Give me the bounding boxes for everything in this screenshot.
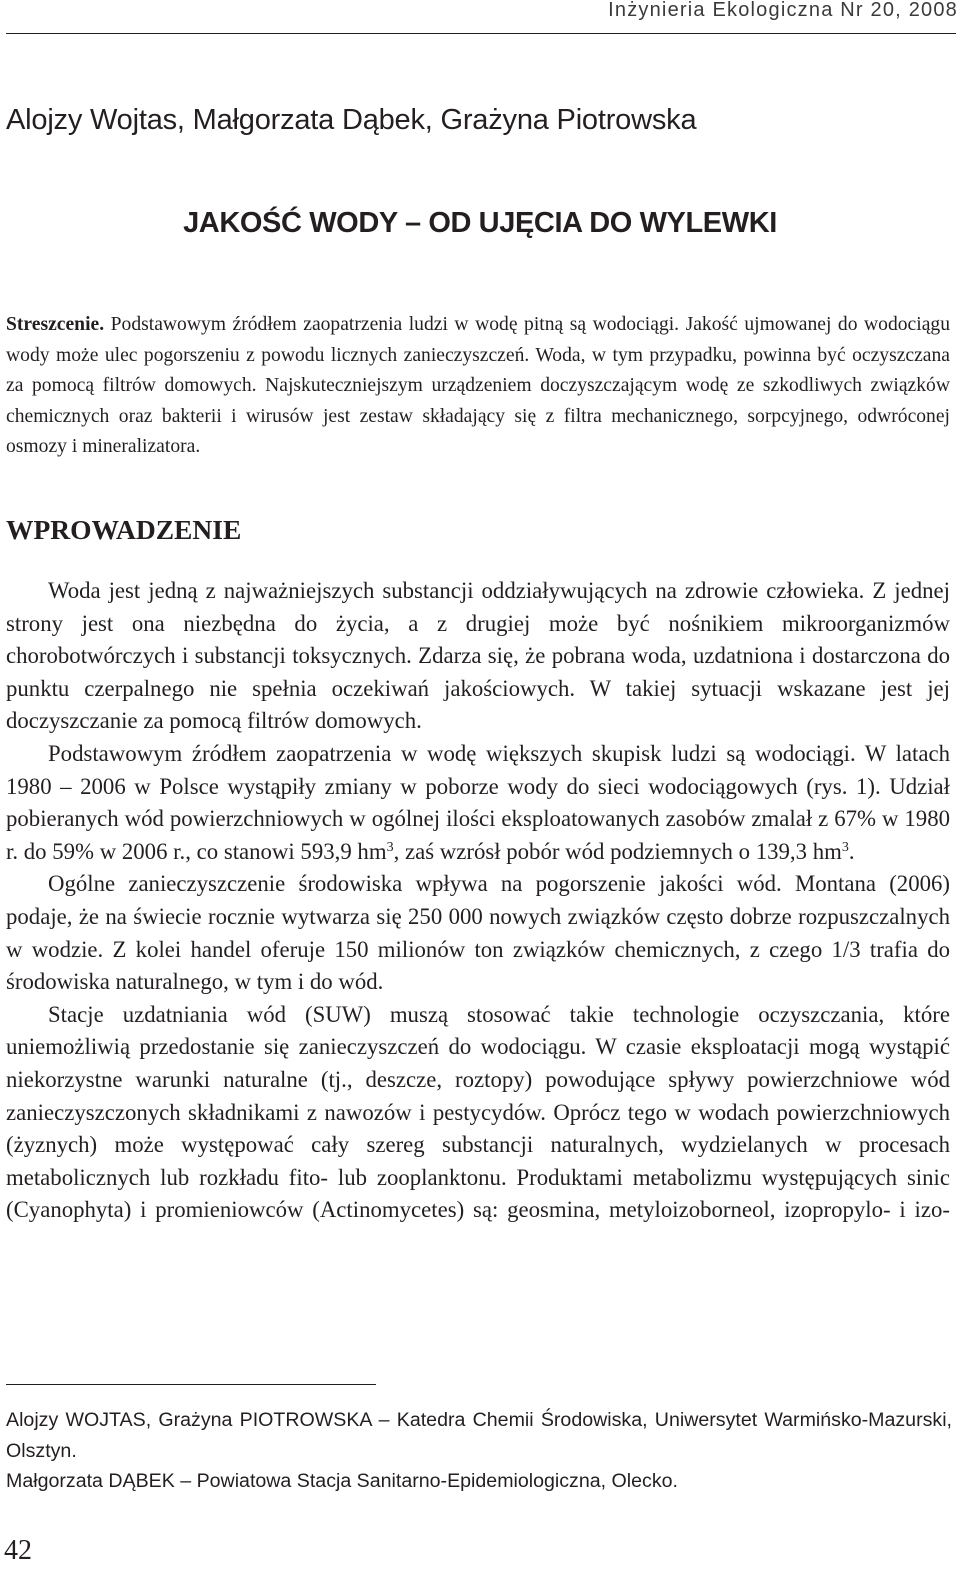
footnote-divider (6, 1384, 376, 1385)
header-divider (6, 33, 956, 34)
paragraph-text: . (848, 838, 855, 864)
superscript: 3 (386, 839, 394, 855)
running-header: Inżynieria Ekologiczna Nr 20, 2008 (608, 0, 958, 21)
abstract-label: Streszcenie. (6, 314, 105, 335)
paragraph-text: , zaś wzrósł pobór wód podziemnych o 139,3 hm (393, 838, 842, 864)
paragraph: Woda jest jedną z najważniejszych substancji oddziaływujących na zdrowie człowieka. Z jednej strony jest ona niezbędna do życia, a z drugiej może być nośnikiem mikroorganizmów chorobotwórczych i substancji toksycznych. Zdarza się, że pobrana woda, uzdatniona i dostarczona do punktu czerpalnego nie spełnia oczekiwań jakościowych. W takiej sytuacji wskazane jest jej doczyszczanie za pomocą filtrów domowych. (6, 578, 950, 734)
abstract-text: Podstawowym źródłem zaopatrzenia ludzi w wodę pitną są wodociągi. Jakość ujmowanej do wodociągu wody może ulec pogorszeniu z powodu licznych zanieczyszczeń. Woda, w tym przypadku, powinna być oczyszczana za pomocą filtrów domowych. Najskuteczniejszym urządzeniem doczyszczającym wodę ze szkodliwych związków chemicznych oraz bakterii i wirusów jest zestaw składający się z filtra mechanicznego, sorpcyjnego, odwróconej osmozy i mineralizatora. (6, 314, 950, 458)
article-title: JAKOŚĆ WODY – OD UJĘCIA DO WYLEWKI (183, 207, 777, 239)
section-heading-introduction: WPROWADZENIE (6, 514, 242, 545)
paragraph (6, 738, 950, 868)
footnote-affiliation: Małgorzata DĄBEK – Powiatowa Stacja Sanitarno-Epidemiologiczna, Olecko. (6, 1470, 678, 1492)
footnotes (6, 1405, 952, 1497)
paragraph: Ogólne zanieczyszczenie środowiska wpływa na pogorszenie jakości wód. Montana (2006) podaje, że na świecie rocznie wytwarza się 250 000 nowych związków często dobrze rozpuszczalnych w wodzie. Z kolei handel oferuje 150 milionów ton związków chemicznych, z czego 1/3 trafia do środowiska naturalnego, w tym i do wód. (6, 871, 950, 995)
page-number: 42 (4, 1535, 32, 1566)
paragraph: Stacje uzdatniania wód (SUW) muszą stosować takie technologie oczyszczania, które uniemożliwią przedostanie się zanieczyszczeń do wodociągu. W czasie eksploatacji mogą wystąpić niekorzystne warunki naturalne (tj., deszcze, roztopy) powodujące spływy powierzchniowe wód zanieczyszczonych składnikami z nawozów i pestycydów. Oprócz tego w wodach powierzchniowych (żyznych) może występować cały szereg substancji naturalnych, wydzielanych w procesach metabolicznych lub rozkładu fito- lub zooplanktonu. Produktami metabolizmu występujących sinic (Cyanophyta) i promieniowców (Actinomycetes) są: geosmina, metyloizoborneol, izopropylo- i izo- (6, 1001, 950, 1223)
superscript: 3 (841, 839, 849, 855)
paragraph-text: Podstawowym źródłem zaopatrzenia w wodę większych skupisk ludzi są wodociągi. W latach 1980 – 2006 w Polsce wystąpiły zmiany w poborze wody do sieci wodociągowych (rys. 1). Udział pobieranych wód powierzchniowych w ogólnej ilości eksploatowanych zasobów zmalał z 67% w 1980 r. do 59% w 2006 r., co stanowi 593,9 hm (6, 740, 950, 864)
article-authors: Alojzy Wojtas, Małgorzata Dąbek, Grażyna Piotrowska (6, 104, 697, 136)
footnote-affiliation: Alojzy WOJTAS, Grażyna PIOTROWSKA – Katedra Chemii Środowiska, Uniwersytet Warmińsko-Mazurski, Olsztyn. (6, 1409, 952, 1462)
abstract (6, 310, 950, 463)
introduction-body (6, 575, 950, 1227)
